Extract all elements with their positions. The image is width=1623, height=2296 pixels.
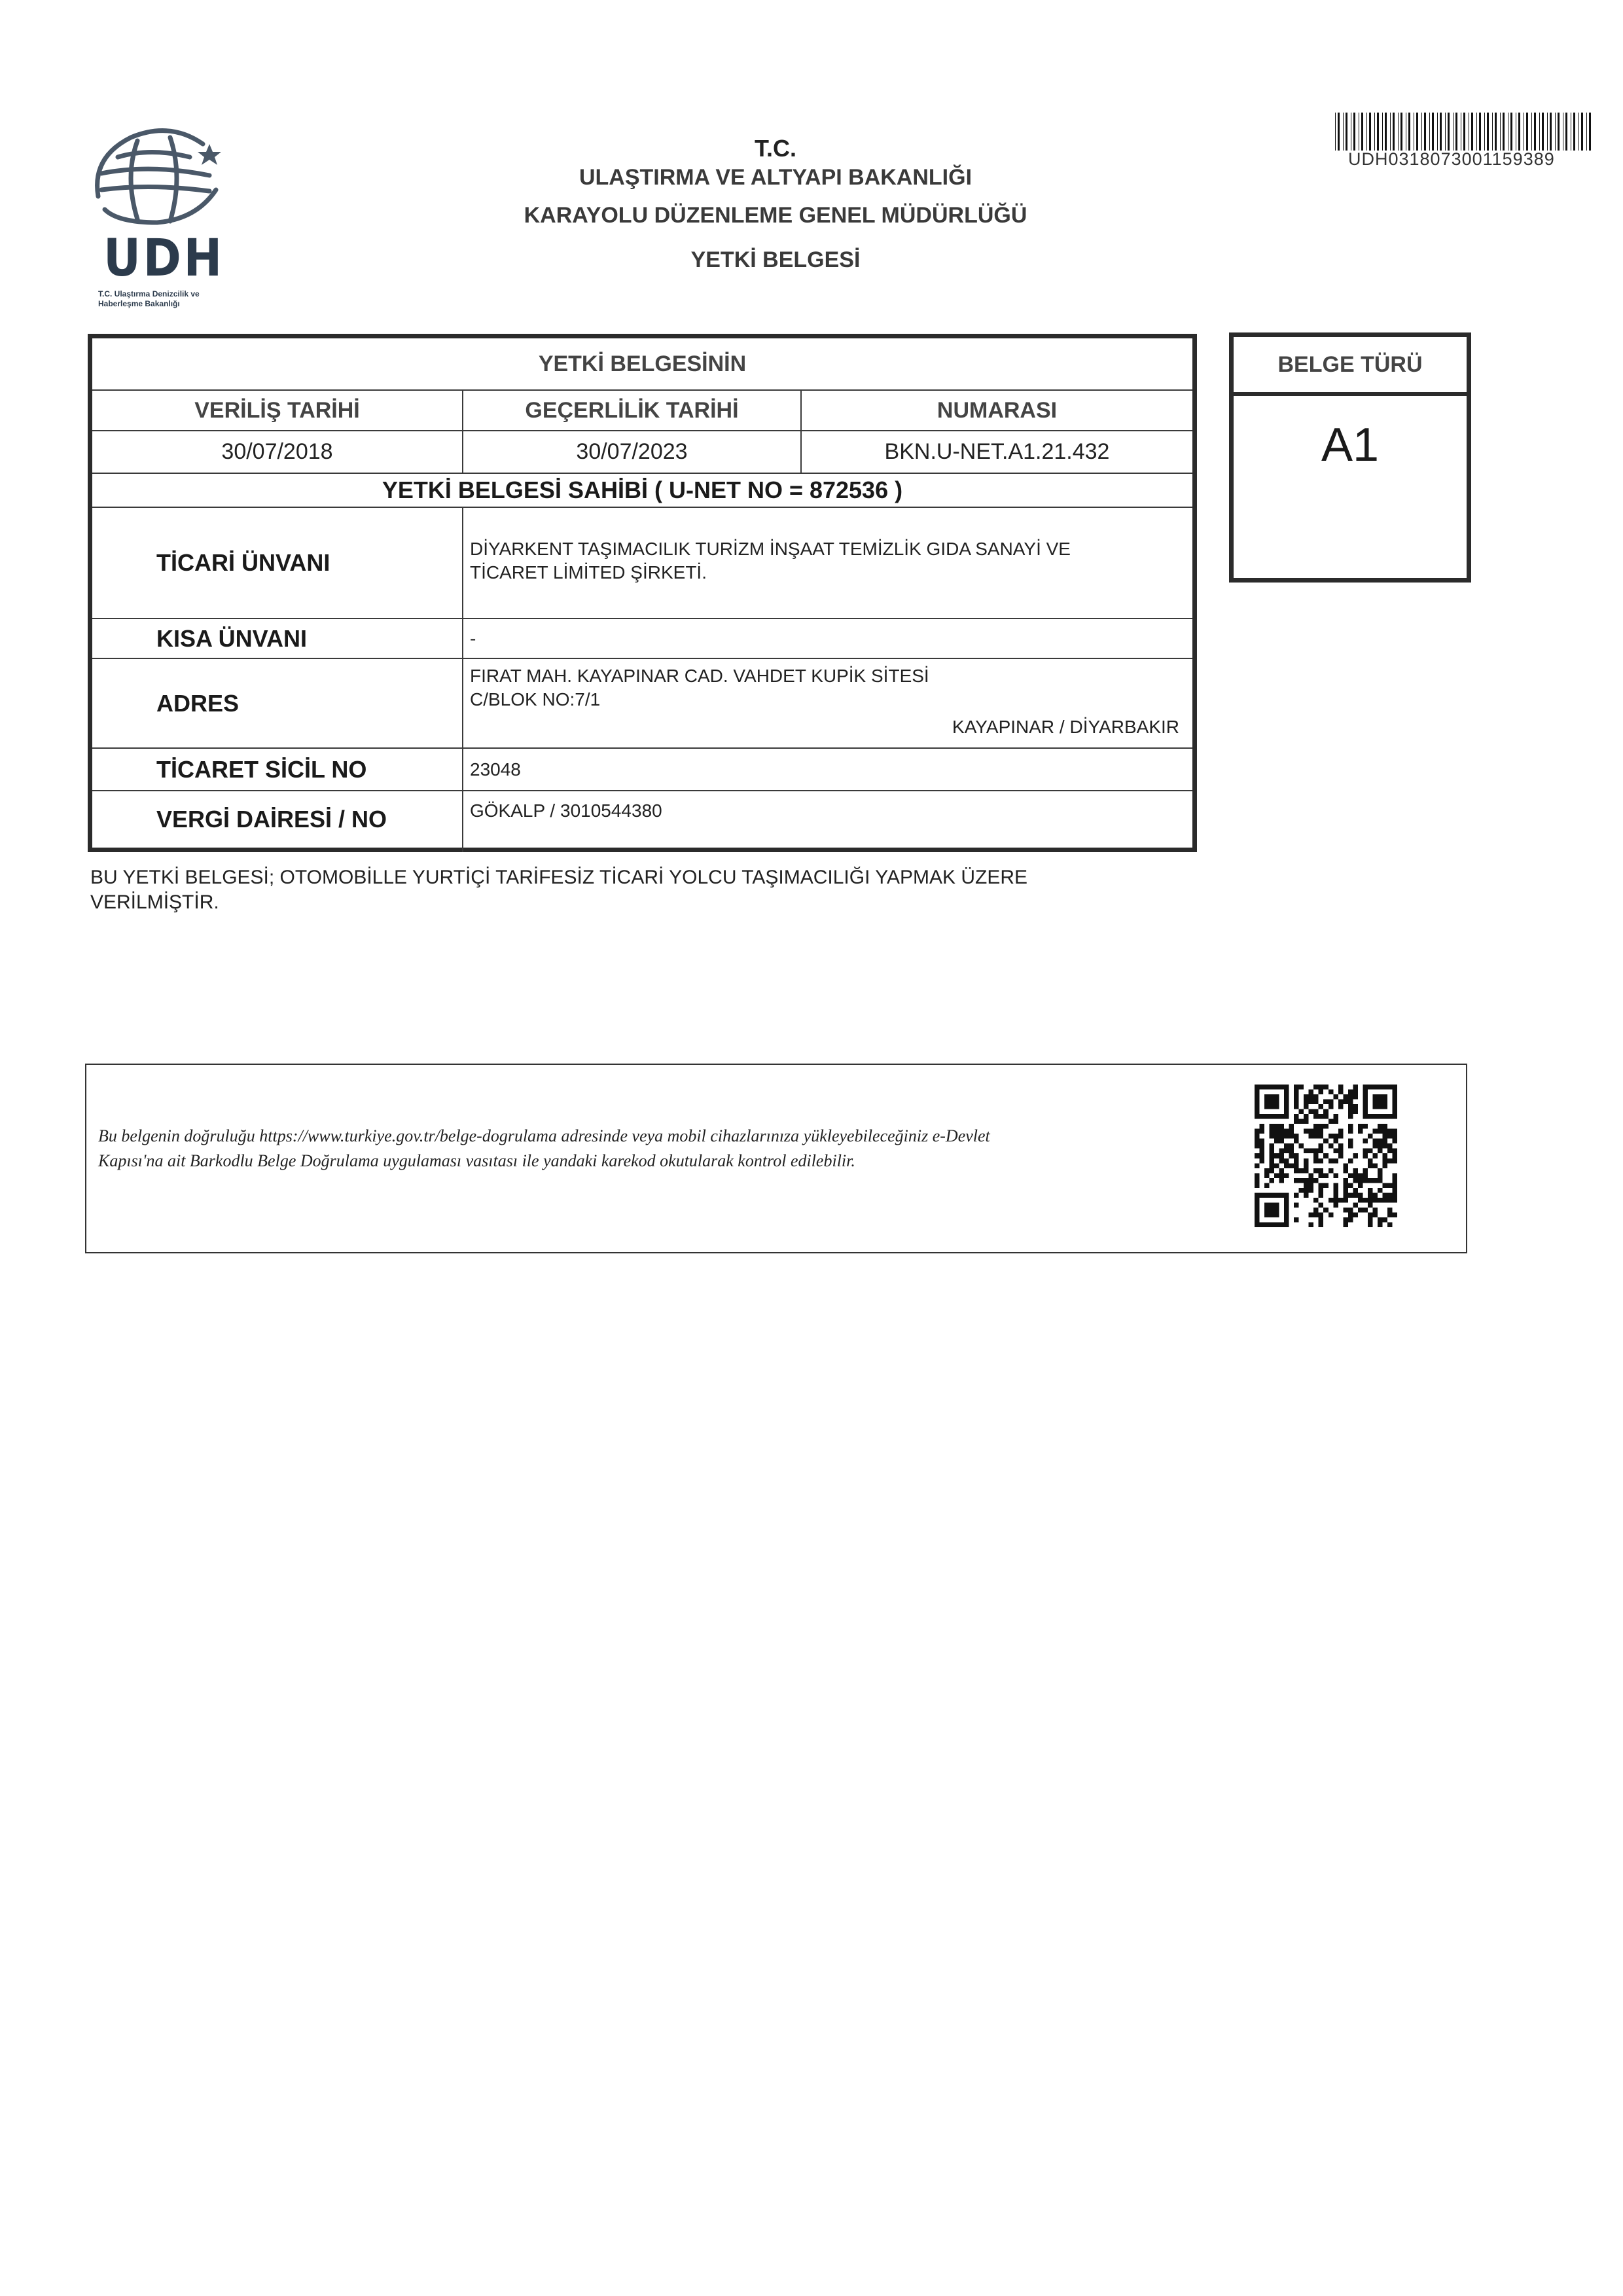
col-number: NUMARASI xyxy=(936,397,1058,423)
address-city: KAYAPINAR / DİYARBAKIR xyxy=(952,717,1179,737)
statement-line2: VERİLMİŞTİR. xyxy=(90,891,219,913)
tax-label: VERGİ DAİRESİ / NO xyxy=(156,806,387,833)
address-label: ADRES xyxy=(156,689,240,717)
divider xyxy=(1234,392,1467,396)
statement-line1: BU YETKİ BELGESİ; OTOMOBİLLE YURTİÇİ TARİFESİZ TİCARİ YOLCU TAŞIMACILIĞI YAPMAK ÜZERE xyxy=(90,867,1028,888)
trade-name-label: TİCARİ ÜNVANI xyxy=(156,549,330,576)
header-directorate: KARAYOLU DÜZENLEME GENEL MÜDÜRLÜĞÜ xyxy=(524,203,1027,228)
certificate-table xyxy=(88,334,1197,852)
verification-box xyxy=(85,1064,1467,1253)
trade-name-line1: DİYARKENT TAŞIMACILIK TURİZM İNŞAAT TEMİZLİK GIDA SANAYİ VE xyxy=(470,539,1071,559)
registry-value: 23048 xyxy=(470,759,521,780)
authorization-statement xyxy=(90,865,1137,915)
document-type-label: BELGE TÜRÜ xyxy=(1277,351,1423,377)
verification-line2: Kapısı'na ait Barkodlu Belge Doğrulama uygulaması vasıtası ile yandaki karekod okutularak kontrol edilebilir. xyxy=(98,1151,855,1170)
document-type-box xyxy=(1229,332,1471,583)
col-validity-date: GEÇERLİLİK TARİHİ xyxy=(525,397,739,423)
barcode-number: UDH0318073001159389 xyxy=(1348,149,1555,169)
verification-line1: Bu belgenin doğruluğu https://www.turkiye.gov.tr/belge-dogrulama adresinde veya mobil cihazlarınıza yükleyebileceğiniz e-Devlet xyxy=(98,1126,990,1145)
registry-label: TİCARET SİCİL NO xyxy=(156,755,367,783)
barcode-icon xyxy=(1335,113,1594,151)
logo-wordmark: UDH xyxy=(103,229,224,288)
udh-logo xyxy=(79,118,229,321)
address-line1: FIRAT MAH. KAYAPINAR CAD. VAHDET KUPİK SİTESİ xyxy=(470,666,929,686)
trade-name-value xyxy=(463,537,1183,609)
short-name-value: - xyxy=(470,628,476,649)
document-type-value: A1 xyxy=(1321,419,1380,471)
header-country: T.C. xyxy=(754,135,796,162)
logo-subtitle: T.C. Ulaştırma Denizcilik ve Haberleşme Bakanlığı xyxy=(98,289,200,308)
section-title: YETKİ BELGESİNİN xyxy=(538,351,747,376)
address-line2: C/BLOK NO:7/1 xyxy=(470,689,601,709)
validity-date: 30/07/2023 xyxy=(576,439,688,464)
verification-text xyxy=(98,1124,1250,1174)
globe-logo-icon xyxy=(79,118,229,229)
document-title: YETKİ BELGESİ xyxy=(690,247,861,272)
qr-code-icon xyxy=(1255,1085,1397,1227)
address-value xyxy=(463,664,1183,744)
holder-title: YETKİ BELGESİ SAHİBİ ( U-NET NO = 872536 ) xyxy=(382,476,903,503)
header-ministry: ULAŞTIRMA VE ALTYAPI BAKANLIĞI xyxy=(579,165,972,190)
col-issue-date: VERİLİŞ TARİHİ xyxy=(194,397,360,423)
trade-name-line2: TİCARET LİMİTED ŞİRKETİ. xyxy=(470,562,707,583)
certificate-number: BKN.U-NET.A1.21.432 xyxy=(884,439,1110,464)
tax-value: GÖKALP / 3010544380 xyxy=(470,800,662,821)
issue-date: 30/07/2018 xyxy=(221,439,333,464)
short-name-label: KISA ÜNVANI xyxy=(156,624,308,652)
